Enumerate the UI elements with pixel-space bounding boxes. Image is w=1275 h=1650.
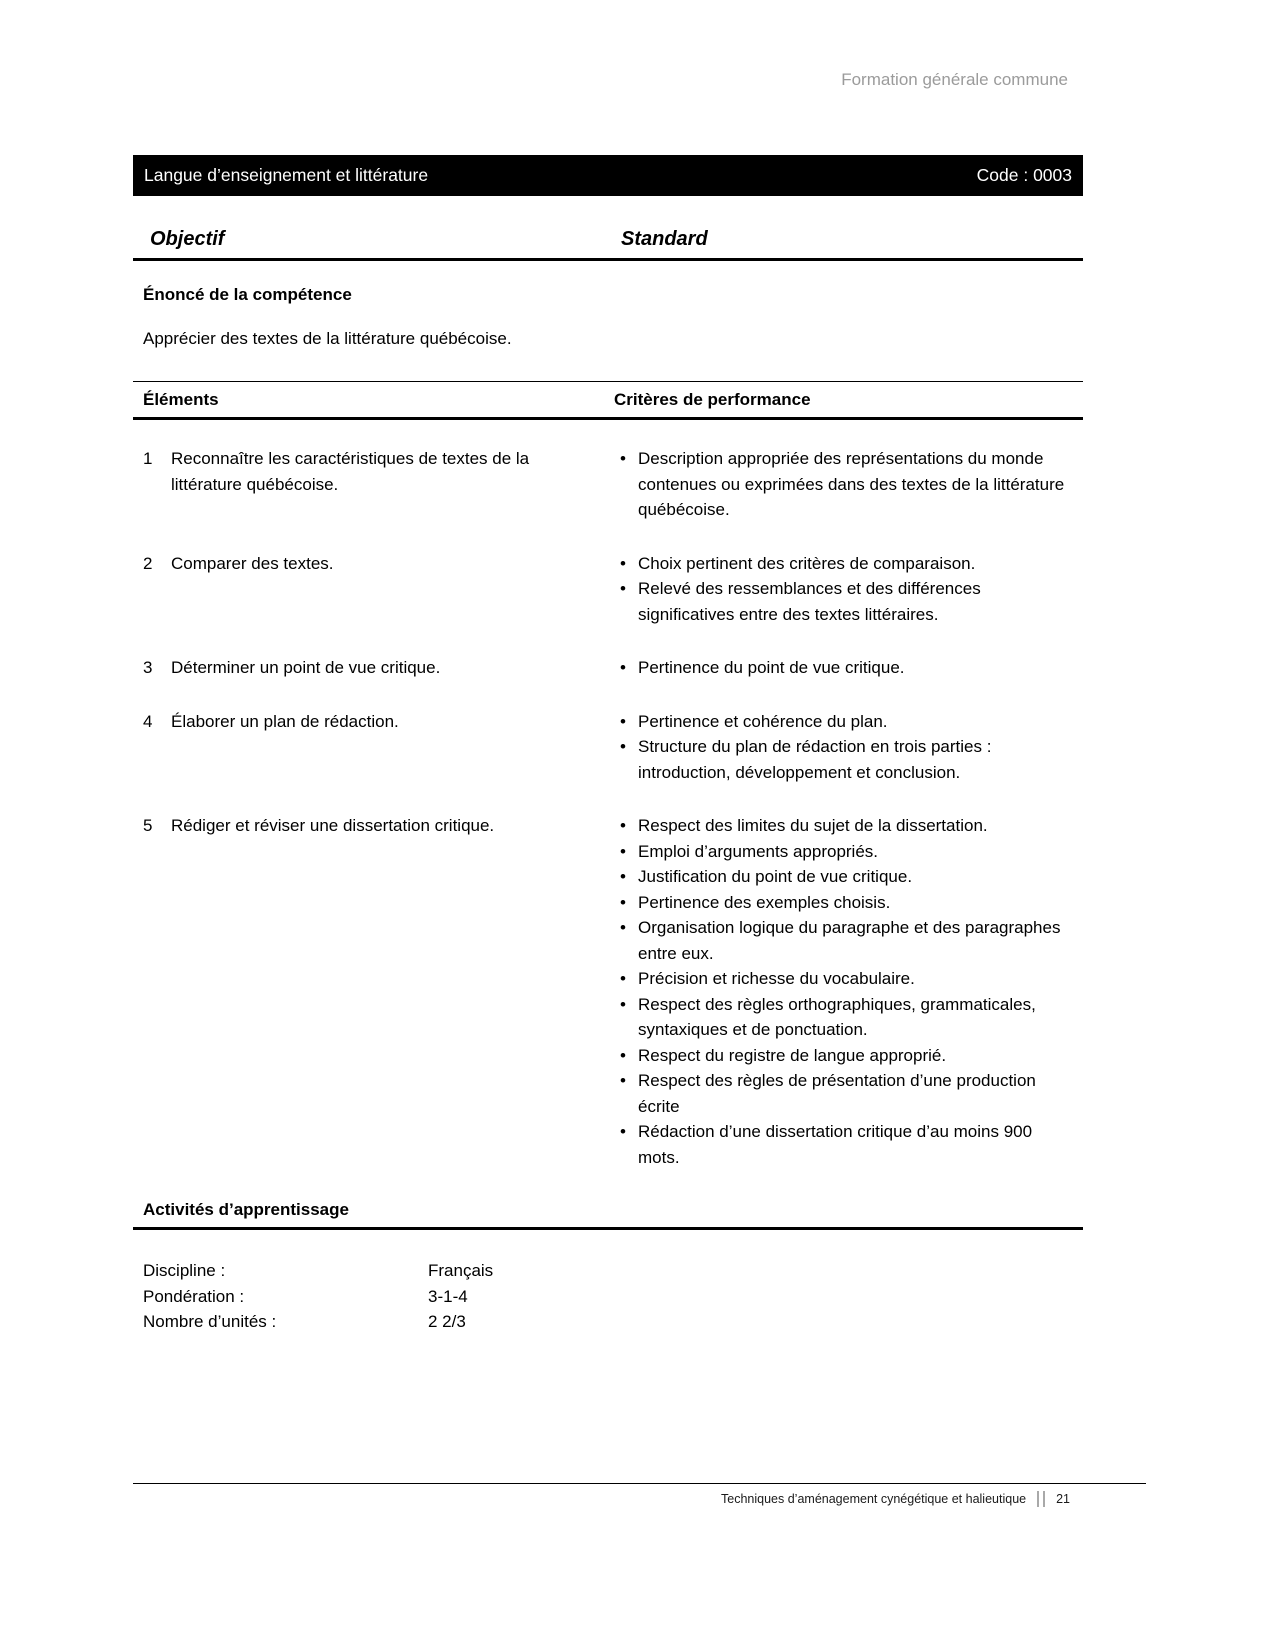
bullet-icon: • — [620, 816, 626, 835]
course-code: Code : 0003 — [976, 165, 1072, 185]
criterion-item — [620, 734, 1083, 785]
criterion-item — [620, 551, 1083, 577]
element-text: Rédiger et réviser une dissertation critique. — [171, 816, 495, 835]
section-divider — [133, 258, 1083, 261]
criterion-item — [620, 655, 1083, 681]
field-label: Nombre d’unités : — [143, 1312, 277, 1331]
element-number: 4 — [143, 711, 153, 731]
element-number: 2 — [143, 553, 153, 573]
activity-field — [143, 1309, 1083, 1335]
element-cell — [133, 551, 614, 628]
table-rows — [133, 446, 1083, 1170]
bullet-icon: • — [620, 658, 626, 677]
bullet-icon: • — [620, 449, 626, 468]
criterion-text: Rédaction d’une dissertation critique d’au moins 900 mots. — [638, 1122, 1033, 1167]
bullet-icon: • — [620, 711, 626, 731]
course-title: Langue d’enseignement et littérature — [144, 165, 429, 185]
table-row — [133, 813, 1083, 1170]
criteria-list — [614, 446, 1083, 523]
criterion-item — [620, 1068, 1083, 1119]
bullet-icon: • — [620, 841, 626, 861]
criterion-text: Pertinence et cohérence du plan. — [638, 711, 888, 731]
criterion-text: Respect des règles orthographiques, grammaticales, syntaxiques et de ponctuation. — [638, 994, 1036, 1039]
criterion-text: Pertinence des exemples choisis. — [638, 892, 891, 912]
bullet-icon: • — [620, 994, 626, 1014]
activity-field — [143, 1284, 1083, 1310]
footer-row — [133, 1491, 1146, 1507]
section-header-row — [133, 228, 1083, 251]
criterion-item — [620, 1119, 1083, 1170]
bullet-icon: • — [620, 737, 626, 756]
bullet-icon: • — [620, 918, 626, 937]
activity-field — [143, 1258, 1083, 1284]
competence-statement: Apprécier des textes de la littérature québécoise. — [143, 329, 512, 348]
field-label: Pondération : — [143, 1286, 245, 1306]
table-header-row — [133, 381, 1083, 420]
bullet-icon: • — [620, 867, 626, 886]
criterion-item — [620, 1043, 1083, 1069]
criteria-list — [614, 813, 1083, 1170]
element-number: 3 — [143, 658, 153, 677]
element-text: Élaborer un plan de rédaction. — [171, 711, 399, 731]
bullet-icon: • — [620, 1071, 626, 1090]
page-divider-icon — [1037, 1491, 1045, 1507]
footer-program-name: Techniques d’aménagement cynégétique et halieutique — [721, 1492, 1027, 1506]
activities-heading: Activités d’apprentissage — [143, 1200, 349, 1219]
criterion-item — [620, 576, 1083, 627]
footer-page-number: 21 — [1056, 1492, 1070, 1506]
table-row — [133, 709, 1083, 786]
criterion-item — [620, 966, 1083, 992]
page-footer — [133, 1483, 1146, 1507]
field-value: 3-1-4 — [428, 1286, 468, 1306]
criterion-text: Justification du point de vue critique. — [638, 867, 913, 886]
element-cell — [133, 813, 614, 1170]
course-banner — [133, 155, 1083, 196]
criterion-text: Pertinence du point de vue critique. — [638, 658, 905, 677]
criterion-text: Respect du registre de langue approprié. — [638, 1045, 947, 1065]
criterion-item — [620, 915, 1083, 966]
element-text: Comparer des textes. — [171, 553, 334, 573]
element-cell — [133, 655, 614, 681]
criterion-text: Choix pertinent des critères de comparaison. — [638, 553, 976, 573]
criteria-column-header: Critères de performance — [614, 390, 811, 409]
table-row — [133, 551, 1083, 628]
element-text: Déterminer un point de vue critique. — [171, 658, 441, 677]
running-header: Formation générale commune — [841, 70, 1068, 89]
criterion-item — [620, 839, 1083, 865]
activity-fields — [133, 1258, 1083, 1335]
criterion-item — [620, 813, 1083, 839]
criterion-text: Respect des limites du sujet de la dissertation. — [638, 816, 988, 835]
bullet-icon: • — [620, 892, 626, 912]
element-cell — [133, 446, 614, 523]
criterion-text: Relevé des ressemblances et des différences significatives entre des textes littéraires. — [638, 579, 981, 624]
elements-column-header: Éléments — [143, 390, 219, 409]
bullet-icon: • — [620, 579, 626, 598]
criterion-item — [620, 890, 1083, 916]
field-label: Discipline : — [143, 1261, 226, 1280]
activities-section — [133, 1200, 1083, 1335]
criteria-list — [614, 551, 1083, 628]
criterion-item — [620, 709, 1083, 735]
activities-divider — [133, 1227, 1083, 1230]
bullet-icon: • — [620, 1122, 626, 1141]
element-number: 1 — [143, 449, 153, 468]
standard-heading: Standard — [621, 228, 708, 250]
criteria-list — [614, 709, 1083, 786]
criteria-list — [614, 655, 1083, 681]
footer-divider — [133, 1483, 1146, 1484]
table-row — [133, 655, 1083, 681]
field-value: Français — [428, 1261, 494, 1280]
criterion-text: Description appropriée des représentations du monde contenues ou exprimées dans des textes de la littérature québécoise. — [638, 449, 1065, 519]
criterion-item — [620, 446, 1083, 523]
criterion-item — [620, 992, 1083, 1043]
criterion-text: Respect des règles de présentation d’une production écrite — [638, 1071, 1036, 1116]
criterion-text: Précision et richesse du vocabulaire. — [638, 969, 915, 988]
bullet-icon: • — [620, 969, 626, 988]
bullet-icon: • — [620, 553, 626, 573]
objectif-heading: Objectif — [150, 228, 225, 250]
criterion-text: Organisation logique du paragraphe et des paragraphes entre eux. — [638, 918, 1061, 963]
element-number: 5 — [143, 816, 153, 835]
criterion-text: Emploi d’arguments appropriés. — [638, 841, 879, 861]
main-content — [133, 228, 1083, 1335]
criterion-text: Structure du plan de rédaction en trois parties : introduction, développement et conclusion. — [638, 737, 992, 782]
bullet-icon: • — [620, 1045, 626, 1065]
criterion-item — [620, 864, 1083, 890]
field-value: 2 2/3 — [428, 1312, 466, 1331]
element-text: Reconnaître les caractéristiques de textes de la littérature québécoise. — [171, 449, 530, 494]
element-cell — [133, 709, 614, 786]
table-row — [133, 446, 1083, 523]
competence-heading: Énoncé de la compétence — [143, 285, 352, 304]
